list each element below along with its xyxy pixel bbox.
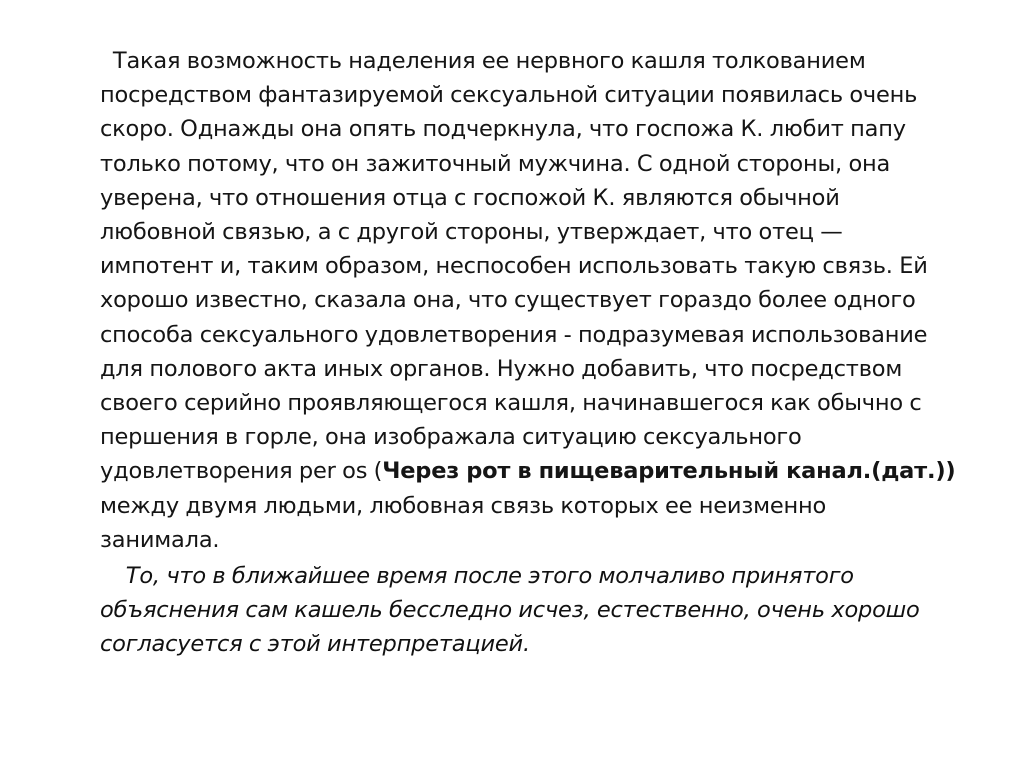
text-line: для полового акта иных органов. Нужно добавить, что посредством [100, 355, 903, 382]
plain-text: удовлетворения per os ( [100, 458, 383, 485]
text-line: посредством фантазируемой сексуальной ситуации появилась очень [100, 82, 918, 109]
text-line: своего серийно проявляющегося кашля, начинавшегося как обычно с [100, 390, 922, 417]
text-line: То, что в ближайшее время после этого молчаливо принятого [100, 563, 854, 590]
text-line: согласуется с этой интерпретацией. [100, 631, 530, 658]
text-line: способа сексуального удовлетворения - подразумевая использование [100, 321, 928, 348]
slide-body [100, 44, 980, 662]
paragraph-italic [100, 559, 980, 662]
text-line: уверена, что отношения отца с госпожой К. являются обычной [100, 184, 840, 211]
text-line: любовной связью, а с другой стороны, утверждает, что отец — [100, 219, 843, 246]
text-line: Такая возможность наделения ее нервного кашля толкованием [100, 48, 866, 74]
text-line: импотент и, таким образом, неспособен использовать такую связь. Ей [100, 253, 928, 280]
text-line: только потому, что он зажиточный мужчина. С одной стороны, она [100, 150, 891, 177]
bold-annotation: Через рот в пищеварительный канал.(дат.)) [382, 458, 956, 485]
text-line: хорошо известно, сказала она, что существует гораздо более одного [100, 287, 916, 314]
text-line: объяснения сам кашель бесследно исчез, естественно, очень хорошо [100, 597, 920, 624]
paragraph-main [100, 44, 980, 557]
text-line: скоро. Однажды она опять подчеркнула, что госпожа К. любит папу [100, 116, 906, 143]
text-line: занимала. [100, 526, 220, 553]
text-line-mixed [100, 454, 980, 488]
text-line: между двумя людьми, любовная связь которых ее неизменно [100, 492, 827, 519]
text-line: першения в горле, она изображала ситуацию сексуального [100, 424, 802, 451]
